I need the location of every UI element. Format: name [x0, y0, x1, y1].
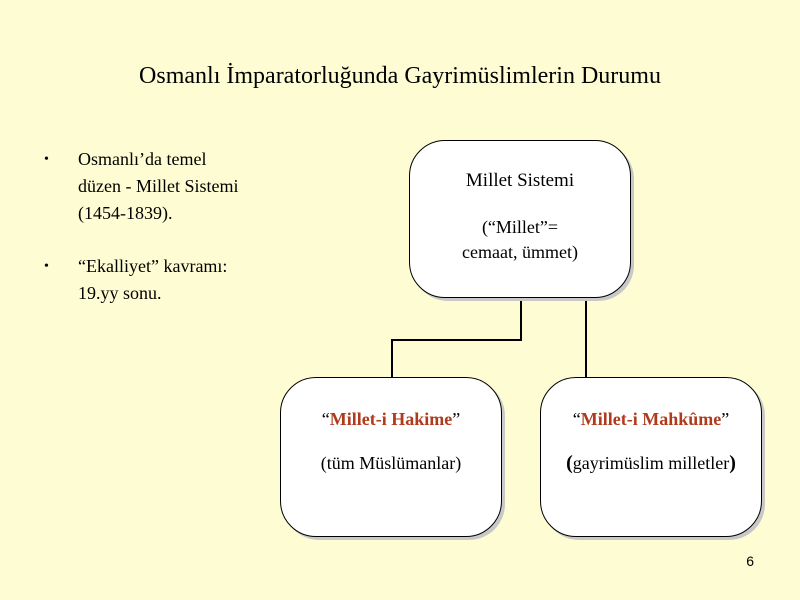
root-node-sub-line: (“Millet”=	[481, 217, 559, 237]
child-node-detail-text: gayrimüslim milletler	[572, 453, 730, 473]
close-paren: )	[729, 452, 736, 474]
open-quote: “	[572, 409, 581, 429]
bullet-line: düzen - Millet Sistemi	[78, 176, 239, 196]
close-quote: ”	[721, 409, 730, 429]
child-node-title	[541, 408, 761, 430]
child-node-title	[281, 408, 501, 430]
root-node-heading: Millet Sistemi	[465, 170, 575, 191]
bullet-line: (1454-1839).	[78, 203, 173, 223]
child-node-detail	[541, 452, 761, 474]
bullet-line: “Ekalliyet” kavramı:	[78, 256, 228, 276]
bullet-marker: •	[44, 259, 49, 274]
close-quote: ”	[452, 409, 461, 429]
child-node-detail-text: tüm Müslümanlar	[326, 453, 456, 473]
open-paren: (	[566, 452, 573, 474]
child-node-millet-i-hakime	[280, 377, 502, 537]
child-node-name: Millet-i Mahkûme	[580, 409, 722, 429]
root-node-millet-sistemi	[409, 140, 631, 298]
slide-title: Osmanlı İmparatorluğunda Gayrimüslimlerin Durumu	[139, 63, 661, 89]
bullet-line: 19.yy sonu.	[78, 283, 162, 303]
child-node-name: Millet-i Hakime	[329, 409, 453, 429]
connector-left	[392, 298, 521, 377]
child-node-millet-i-mahkume	[540, 377, 762, 537]
child-node-detail	[281, 452, 501, 474]
bullet-marker: •	[44, 152, 49, 167]
page-number: 6	[746, 553, 754, 569]
close-paren: )	[455, 453, 462, 473]
open-paren: (	[320, 453, 327, 473]
root-node-subtext	[410, 215, 630, 265]
bullet-line: Osmanlı’da temel	[78, 149, 207, 169]
root-node-sub-line: cemaat, ümmet)	[462, 242, 578, 262]
open-quote: “	[321, 409, 330, 429]
